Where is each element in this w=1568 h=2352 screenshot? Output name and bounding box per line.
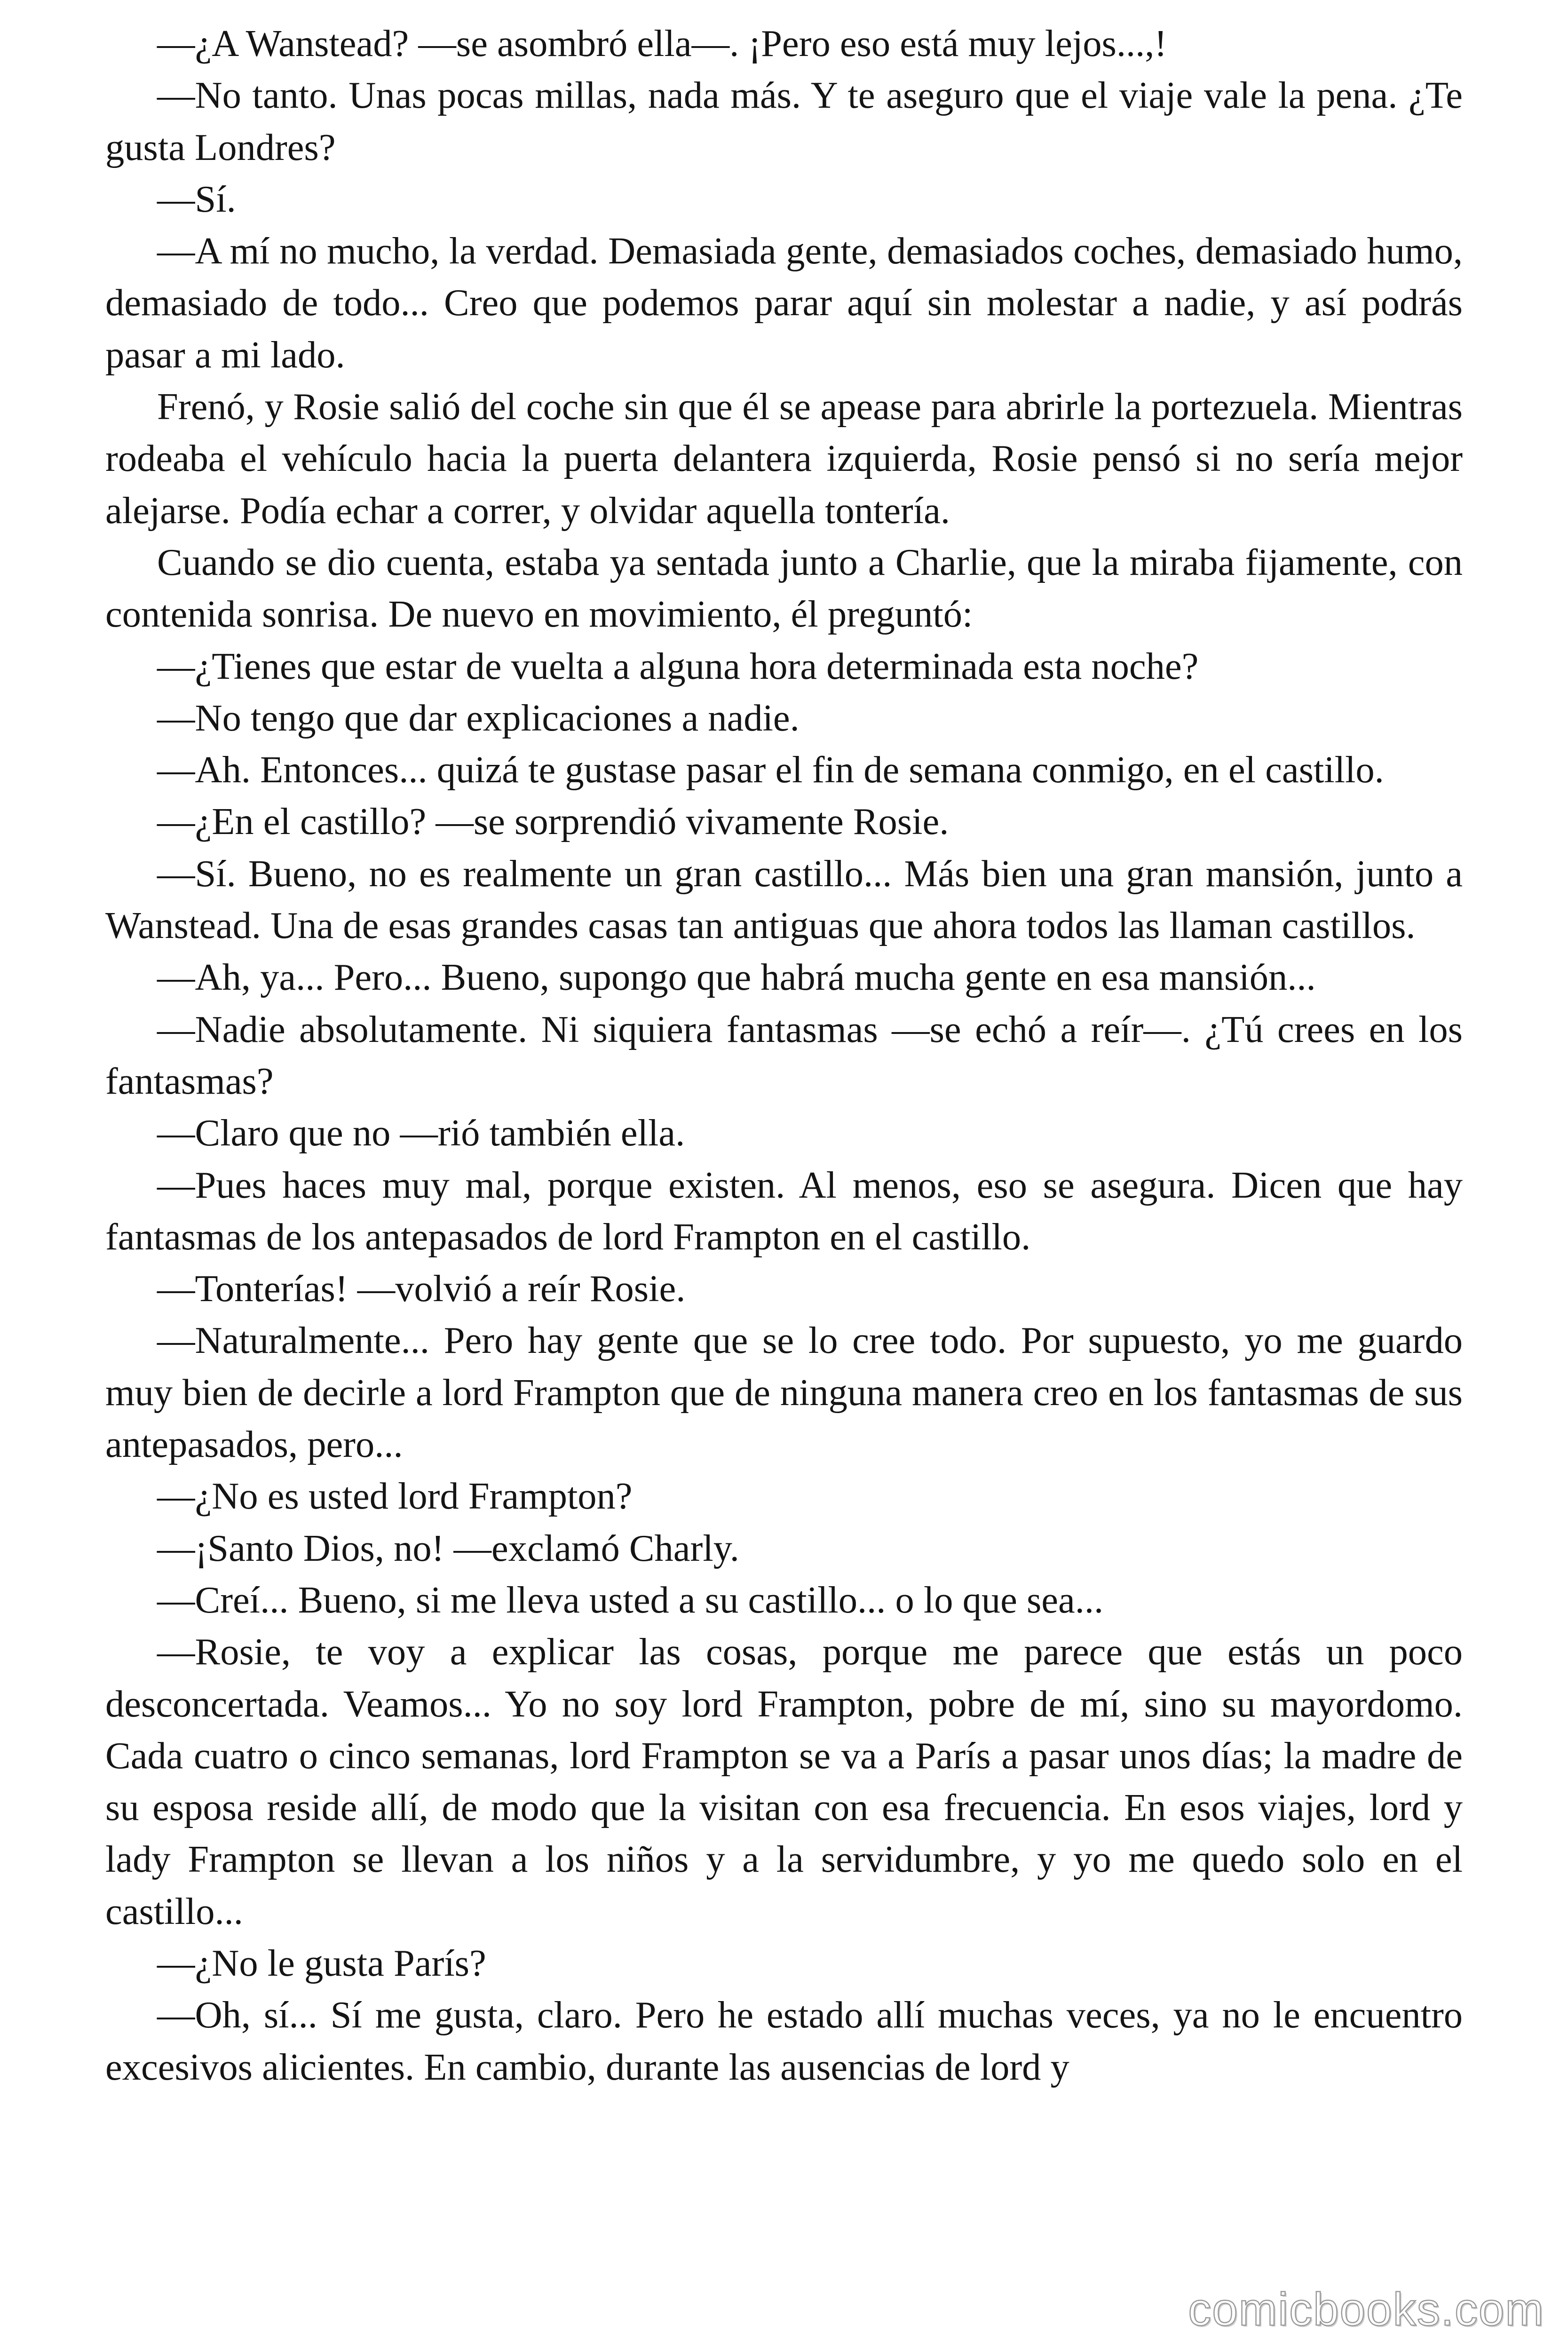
paragraph: —Creí... Bueno, si me lleva usted a su castillo... o lo que sea... xyxy=(157,1579,1104,1621)
paragraph: —Sí. xyxy=(157,178,236,220)
paragraph: Cuando se dio cuenta, estaba ya sentada junto a Charlie, que la miraba fijamente, con contenida sonrisa. De nuevo en movimiento, él preguntó: xyxy=(105,541,1463,636)
paragraph: —¿No es usted lord Frampton? xyxy=(157,1475,633,1518)
paragraph: —Pues haces muy mal, porque existen. Al menos, eso se asegura. Dicen que hay fantasmas de los antepasados de lord Frampton en el castillo. xyxy=(105,1164,1463,1258)
paragraph: —Oh, sí... Sí me gusta, claro. Pero he estado allí muchas veces, ya no le encuentro excesivos alicientes. En cambio, durante las ausencias de lord y xyxy=(105,1994,1463,2088)
paragraph: —¿A Wanstead? —se asombró ella—. ¡Pero eso está muy lejos...,! xyxy=(157,23,1167,64)
paragraph: —No tanto. Unas pocas millas, nada más. Y te aseguro que el viaje vale la pena. ¿Te gusta Londres? xyxy=(105,74,1463,168)
paragraph: —Nadie absolutamente. Ni siquiera fantasmas —se echó a reír—. ¿Tú crees en los fantasmas? xyxy=(105,1008,1463,1102)
paragraph: —Sí. Bueno, no es realmente un gran castillo... Más bien una gran mansión, junto a Wanstead. Una de esas grandes casas tan antiguas que ahora todos las llaman castillos. xyxy=(105,852,1463,947)
paragraph: —Rosie, te voy a explicar las cosas, porque me parece que estás un poco desconcertada. Veamos... Yo no soy lord Frampton, pobre de mí, sino su mayordomo. Cada cuatro o cinco semanas, lord Frampton se va a París a pasar unos días; la madre de su esposa reside allí, de modo que la visitan con esa frecuencia. En esos viajes, lord y lady Frampton se llevan a los niños y a la servidumbre, y yo me quedo solo en el castillo... xyxy=(105,1631,1463,1932)
paragraph: —No tengo que dar explicaciones a nadie. xyxy=(157,697,800,739)
page-body xyxy=(105,18,1463,2093)
paragraph: —Ah, ya... Pero... Bueno, supongo que habrá mucha gente en esa mansión... xyxy=(157,956,1316,999)
paragraph: —Claro que no —rió también ella. xyxy=(157,1112,685,1154)
paragraph: —¿No le gusta París? xyxy=(157,1942,486,1984)
paragraph: —Tonterías! —volvió a reír Rosie. xyxy=(157,1268,686,1310)
paragraph: Frenó, y Rosie salió del coche sin que él se apease para abrirle la portezuela. Mientras rodeaba el vehículo hacia la puerta delantera izquierda, Rosie pensó si no sería mejor alejarse. Podía echar a correr, y olvidar aquella tontería. xyxy=(105,386,1463,532)
paragraph: —¿En el castillo? —se sorprendió vivamente Rosie. xyxy=(157,801,949,843)
paragraph: —A mí no mucho, la verdad. Demasiada gente, demasiados coches, demasiado humo, demasiado de todo... Creo que podemos parar aquí sin molestar a nadie, y así podrás pasar a mi lado. xyxy=(105,230,1463,376)
paragraph: —Ah. Entonces... quizá te gustase pasar el fin de semana conmigo, en el castillo. xyxy=(157,749,1384,791)
paragraph: —Naturalmente... Pero hay gente que se lo cree todo. Por supuesto, yo me guardo muy bien de decirle a lord Frampton que de ninguna manera creo en los fantasmas de sus antepasados, pero... xyxy=(105,1319,1463,1466)
watermark-text: comicbooks.com xyxy=(1188,2283,1544,2335)
paragraph: —¿Tienes que estar de vuelta a alguna hora determinada esta noche? xyxy=(157,645,1199,687)
paragraph: —¡Santo Dios, no! —exclamó Charly. xyxy=(157,1527,739,1569)
